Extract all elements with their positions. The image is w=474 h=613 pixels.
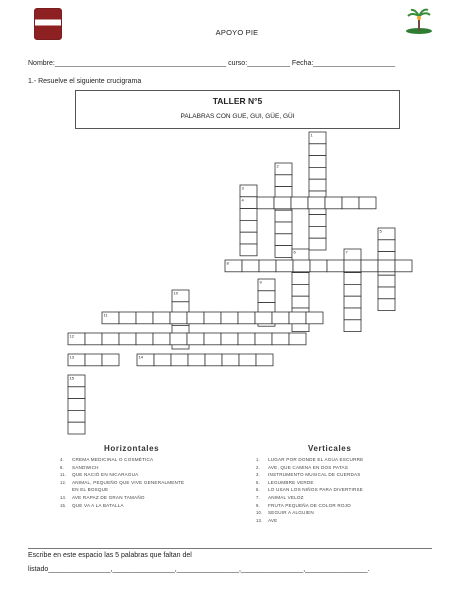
crossword-cell[interactable]	[327, 260, 344, 272]
crossword-cell[interactable]	[188, 354, 205, 366]
box-subtitle: PALABRAS CON GUE, GUI, GÜE, GÜI	[180, 113, 295, 120]
crossword-cell[interactable]	[153, 333, 170, 345]
clue-text: INSTRUMENTO MUSICAL DE CUERDAS	[268, 472, 361, 478]
clue-number: 3.	[256, 472, 260, 478]
crossword-cell[interactable]	[258, 291, 275, 303]
clue-text: FRUTA PEQUEÑA DE COLOR ROJO	[268, 502, 351, 508]
crossword-cell[interactable]	[310, 260, 327, 272]
crossword-cell[interactable]	[378, 260, 395, 272]
clue-number: 14	[138, 354, 143, 360]
clue-item	[60, 502, 124, 509]
crossword-cell[interactable]	[342, 197, 359, 209]
crossword-cell[interactable]	[293, 260, 310, 272]
horizontal-heading: Horizontales	[104, 444, 160, 453]
clue-number: 12.	[60, 479, 67, 485]
clue-text: QUE VA A LA BATALLA	[72, 502, 124, 508]
clue-text: LEGUMBRE VERDE	[268, 479, 314, 485]
crossword-cell[interactable]	[257, 197, 274, 209]
clue-number: 10.	[256, 510, 263, 516]
crossword-cell[interactable]	[102, 354, 119, 366]
clue-number: 8	[226, 260, 229, 266]
clue-number: 13.	[256, 517, 263, 523]
vertical-heading: Verticales	[308, 444, 352, 453]
clue-number: 6	[293, 249, 296, 255]
crossword-cell[interactable]	[102, 333, 119, 345]
crossword-cell[interactable]	[136, 333, 153, 345]
crossword-cell[interactable]	[272, 312, 289, 324]
crossword-cell[interactable]	[344, 273, 361, 285]
crossword-cell[interactable]	[85, 333, 102, 345]
clue-text: EN EL BOSQUE	[72, 487, 109, 493]
crossword-cell[interactable]	[272, 333, 289, 345]
clue-number: 2.	[256, 464, 260, 470]
clue-number: 8.	[60, 464, 64, 470]
crossword-cell[interactable]	[309, 144, 326, 156]
clue-number: 7.	[256, 495, 260, 500]
crossword-cell[interactable]	[344, 320, 361, 332]
clue-item	[60, 472, 139, 478]
crossword-cell[interactable]	[240, 244, 257, 256]
clue-item	[256, 479, 314, 486]
crossword-cell[interactable]	[222, 354, 239, 366]
crossword-cell[interactable]	[308, 197, 325, 209]
crossword-cell[interactable]	[309, 156, 326, 168]
clue-number: 4	[241, 197, 244, 203]
crossword-cell[interactable]	[309, 226, 326, 238]
crossword-cell[interactable]	[344, 260, 361, 272]
crossword-cell[interactable]	[68, 422, 85, 434]
instruction-text: 1.- Resuelve el siguiente crucigrama	[28, 78, 142, 85]
crossword-cell[interactable]	[171, 354, 188, 366]
crossword-cell[interactable]	[378, 275, 395, 287]
clue-number: 15	[69, 375, 74, 381]
crossword-cell[interactable]	[291, 197, 308, 209]
clue-item	[256, 472, 361, 478]
clue-item	[60, 464, 99, 471]
clue-number: 7	[345, 249, 348, 255]
clue-number: 9	[259, 279, 262, 285]
clue-text: ANIMAL VELOZ	[268, 495, 304, 500]
crossword-cell[interactable]	[221, 333, 238, 345]
crossword-cell[interactable]	[275, 222, 292, 234]
clue-item	[60, 479, 185, 486]
crossword-cell[interactable]	[240, 209, 257, 221]
clue-number: 5	[379, 228, 382, 234]
crossword-cell[interactable]	[309, 179, 326, 191]
clue-number: 10	[173, 290, 178, 296]
page-title: APOYO PIE	[215, 28, 259, 37]
clue-number: 15.	[60, 502, 67, 508]
crossword-cell[interactable]	[361, 260, 378, 272]
crossword-cell[interactable]	[325, 197, 342, 209]
crossword-cell[interactable]	[306, 312, 323, 324]
clue-number: 3	[241, 185, 244, 191]
clue-item	[256, 495, 304, 501]
crossword-cell[interactable]	[309, 167, 326, 179]
clue-number: 5.	[256, 479, 260, 485]
clue-number: 11	[103, 312, 108, 318]
clue-number: 11.	[60, 472, 67, 478]
crossword-cell[interactable]	[378, 287, 395, 299]
crossword-cell[interactable]	[136, 312, 153, 324]
crossword-cell[interactable]	[170, 333, 187, 345]
crossword-cell[interactable]	[240, 232, 257, 244]
crossword-cell[interactable]	[68, 410, 85, 422]
crossword-cell[interactable]	[68, 387, 85, 399]
crossword-cell[interactable]	[275, 234, 292, 246]
clue-item	[256, 510, 314, 516]
crossword-cell[interactable]	[275, 246, 292, 258]
crossword-cell[interactable]	[119, 312, 136, 324]
clue-text: LUGAR POR DONDE EL AGUA ESCURRE	[268, 457, 364, 462]
clue-text: SEGUIR A ALGUIEN	[268, 510, 314, 516]
crossword-cell[interactable]	[238, 333, 255, 345]
clue-item	[60, 495, 145, 501]
clue-text: LO USAN LOS NIÑOS PARA DIVERTIRSE	[268, 487, 364, 493]
crossword-cell[interactable]	[259, 260, 276, 272]
clue-text: AVE RAPAZ DE GRAN TAMAÑO	[72, 495, 145, 500]
crossword-cell[interactable]	[170, 312, 187, 324]
crossword-cell[interactable]	[204, 312, 221, 324]
clue-item	[256, 517, 278, 524]
crossword-cell[interactable]	[255, 333, 272, 345]
crossword-cell[interactable]	[154, 354, 171, 366]
clue-number: 1.	[256, 457, 260, 462]
crossword-cell[interactable]	[289, 312, 306, 324]
name-date-line: Nombre:____________________________________________ curso:___________ Fecha:_____________________	[28, 60, 396, 67]
crossword-cell[interactable]	[276, 260, 293, 272]
crossword-cell[interactable]	[153, 312, 170, 324]
crossword-cell[interactable]	[359, 197, 376, 209]
crossword-cell[interactable]	[344, 284, 361, 296]
box-title: TALLER N°5	[212, 96, 263, 106]
clue-number: 13	[69, 354, 74, 360]
crossword-cell[interactable]	[221, 312, 238, 324]
crossword-cell[interactable]	[289, 333, 306, 345]
crossword-cell[interactable]	[275, 175, 292, 187]
crossword-cell[interactable]	[256, 354, 273, 366]
crossword-cell[interactable]	[395, 260, 412, 272]
crossword-cell[interactable]	[292, 273, 309, 285]
clue-number: 1	[310, 132, 313, 138]
clue-item	[72, 487, 108, 493]
footer-instruction: Escribe en este espacio las 5 palabras que faltan del	[28, 552, 192, 559]
clue-text: CREMA MEDICINAL O COSMÉTICA	[72, 457, 154, 462]
clue-item	[256, 464, 349, 471]
crossword-cell[interactable]	[255, 312, 272, 324]
clue-number: 6.	[256, 487, 260, 493]
crossword-cell[interactable]	[187, 312, 204, 324]
crossword-cell[interactable]	[205, 354, 222, 366]
clue-item	[60, 457, 154, 463]
separator-line	[28, 548, 432, 549]
crossword-cell[interactable]	[204, 333, 221, 345]
crossword-cell[interactable]	[238, 312, 255, 324]
clue-text: QUE NACIÓ EN NICARAGUA	[72, 472, 139, 478]
clue-number: 9.	[256, 502, 260, 508]
answer-blanks: listado________________,________________,________________,________________,________________.	[28, 566, 370, 573]
clue-item	[256, 502, 351, 509]
crossword-cell[interactable]	[309, 215, 326, 227]
crossword-cell[interactable]	[378, 240, 395, 252]
crossword-cell[interactable]	[275, 210, 292, 222]
clue-number: 12	[69, 333, 74, 339]
crossword-cell[interactable]	[187, 333, 204, 345]
clue-item	[256, 487, 364, 493]
crossword-cell[interactable]	[240, 220, 257, 232]
clue-number: 14.	[60, 495, 67, 500]
clue-number: 2	[276, 163, 279, 169]
clue-text: SANDWICH	[72, 464, 99, 470]
crossword-cell[interactable]	[119, 333, 136, 345]
crossword-cell[interactable]	[242, 260, 259, 272]
crossword-cell[interactable]	[344, 296, 361, 308]
clue-text: ANIMAL, PEQUEÑO QUE VIVE GENERALMENTE	[72, 479, 185, 485]
clue-text: AVE, QUE CAMINA EN DOS PATAS	[268, 464, 349, 470]
clue-text: AVE	[268, 517, 278, 523]
crossword-cell[interactable]	[68, 399, 85, 411]
crossword-cell[interactable]	[309, 238, 326, 250]
crossword-cell[interactable]	[378, 299, 395, 311]
clue-number: 4.	[60, 457, 64, 462]
crossword-cell[interactable]	[274, 197, 291, 209]
crossword-cell[interactable]	[239, 354, 256, 366]
crossword-cell[interactable]	[292, 284, 309, 296]
crossword-cell[interactable]	[85, 354, 102, 366]
crossword-cell[interactable]	[344, 308, 361, 320]
crossword-cell[interactable]	[292, 296, 309, 308]
clue-item	[256, 457, 364, 463]
